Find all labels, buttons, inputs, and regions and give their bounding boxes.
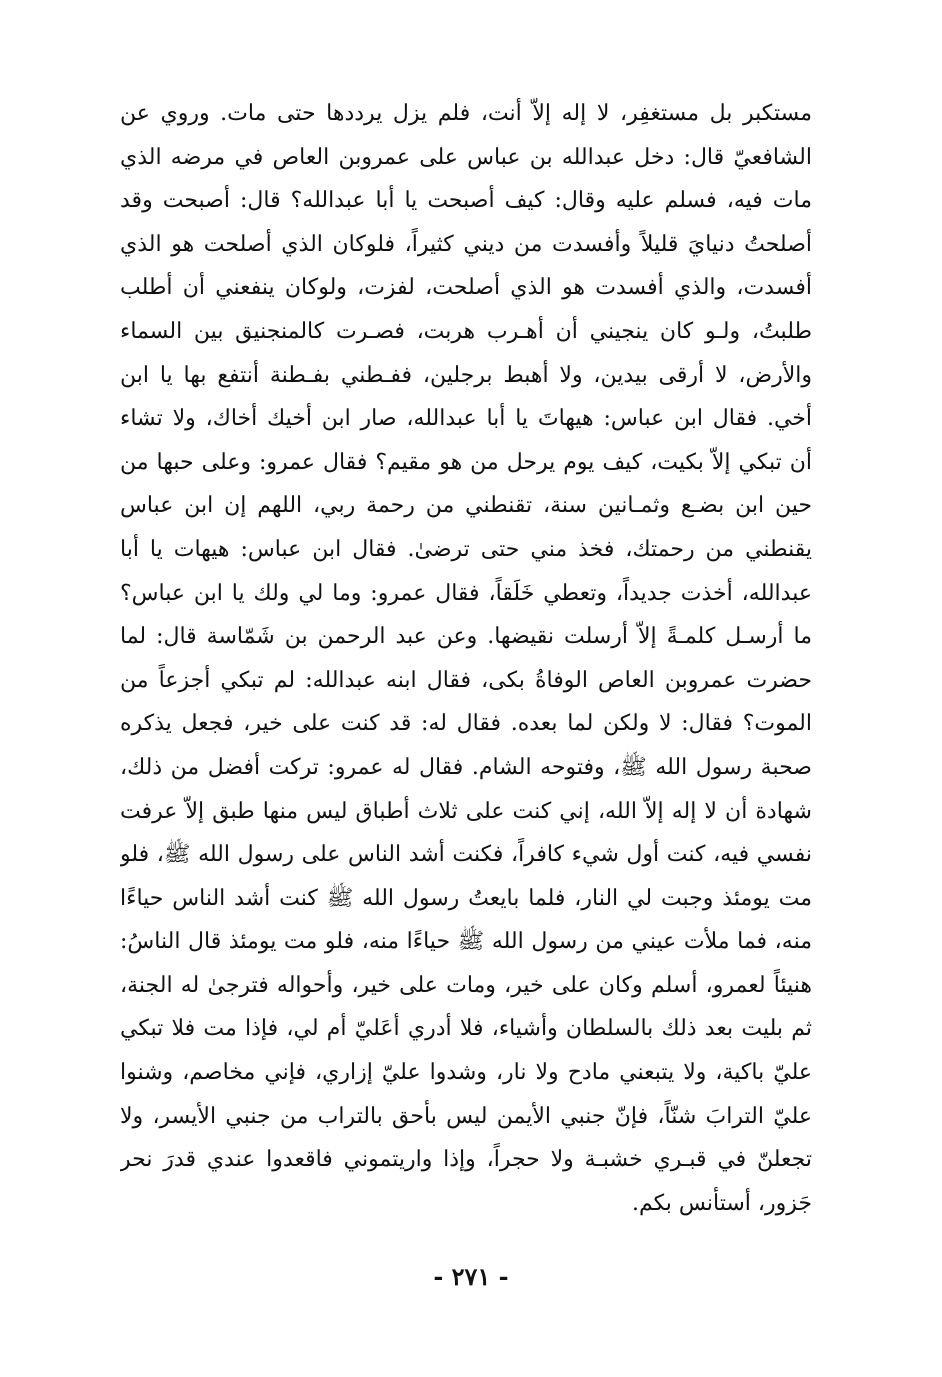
text-line: مت يومئذ وجبت لي النار، فلما بايعتُ رسول الله ﷺ كنت أشد الناس حياءًا xyxy=(120,885,812,911)
body-text xyxy=(120,92,812,1225)
text-line: والأرض، لا أرقى بيدين، ولا أهبط برجلين، ففـطني بفـطنة أنتفع بها يا ابن xyxy=(120,362,812,388)
text-line: أخي. فقال ابن عباس: هيهاتَ يا أبا عبدالله، صار ابن أخيك أخاك، ولا تشاء xyxy=(120,406,812,432)
text-line: طلبتُ، ولـو كان ينجيني أن أهـرب هربت، فصـرت كالمنجنيق بين السماء xyxy=(120,318,812,344)
text-line: شهادة أن لا إله إلاّ الله، إني كنت على ثلاث أطباق ليس منها طبق إلاّ عرفت xyxy=(120,798,812,824)
text-line: ما أرسـل كلمـةً إلاّ أرسلت نقيضها. وعن عبد الرحمن بن شَمّاسة قال: لما xyxy=(120,624,812,650)
text-line: حضرت عمروبن العاص الوفاةُ بكى، فقال ابنه عبدالله: لم تبكي أجزعاً من xyxy=(120,667,812,693)
text-line: الشافعيّ قال: دخل عبدالله بن عباس على عمروبن العاص في مرضه الذي xyxy=(120,144,812,170)
text-line: أصلحتُ دنيايَ قليلاً وأفسدت من ديني كثيراً، فلوكان الذي أصلحت هو الذي xyxy=(120,231,812,257)
text-line: صحبة رسول الله ﷺ، وفتوحه الشام. فقال له عمرو: تركت أفضل من ذلك، xyxy=(120,754,812,780)
text-line: عليّ باكية، ولا يتبعني مادح ولا نار، وشدوا عليّ إزاري، فإني مخاصم، وشنوا xyxy=(120,1060,812,1086)
text-line: ثم بليت بعد ذلك بالسلطان وأشياء، فلا أدري أعَليّ أم لي، فإذا مت فلا تبكي xyxy=(120,1016,812,1042)
text-line: أفسدت، والذي أفسدت هو الذي أصلحت، لفزت، ولوكان ينفعني أن أطلب xyxy=(120,275,812,301)
text-line: عليّ الترابَ شنّاً، فإنّ جنبي الأيمن ليس بأحق بالتراب من جنبي الأيسر، ولا xyxy=(120,1103,812,1129)
text-line: الموت؟ فقال: لا ولكن لما بعده. فقال له: قد كنت على خير، فجعل يذكره xyxy=(120,711,812,737)
text-line: حين ابن بضـع وثمـانين سنة، تقنطني من رحمة ربي، اللهم إن ابن عباس xyxy=(120,493,812,519)
text-line: مات فيه، فسلم عليه وقال: كيف أصبحت يا أبا عبدالله؟ قال: أصبحت وقد xyxy=(120,188,812,214)
text-line: تجعلنّ في قبـري خشبـة ولا حجراً، وإذا واريتموني فاقعدوا عندي قدرَ نحر xyxy=(120,1147,812,1173)
text-line: مستكبر بل مستغفِر، لا إله إلاّ أنت، فلم يزل يرددها حتى مات. وروي عن xyxy=(120,101,812,126)
text-line: نفسي فيه، كنت أول شيء كافراً، فكنت أشد الناس على رسول الله ﷺ، فلو xyxy=(120,842,812,868)
page-number: - ٢٧١ - xyxy=(433,1262,509,1291)
text-line: منه، فما ملأت عيني من رسول الله ﷺ حياءًا منه، فلو مت يومئذ قال الناسُ: xyxy=(120,929,812,955)
text-line-last: جَزور، أستأنس بكم. xyxy=(631,1190,812,1216)
text-line: عبدالله، أخذت جديداً، وتعطي خَلَقاً، فقال عمرو: وما لي ولك يا ابن عباس؟ xyxy=(120,580,812,606)
text-line: يقنطني من رحمتك، فخذ مني حتى ترضىٰ. فقال ابن عباس: هيهات يا أبا xyxy=(120,536,812,562)
text-line: هنيئاً لعمرو، أسلم وكان على خير، ومات على خير، وأحواله فترجىٰ له الجنة، xyxy=(120,972,812,998)
text-line: أن تبكي إلاّ بكيت، كيف يوم يرحل من هو مقيم؟ فقال عمرو: وعلى حبها من xyxy=(120,449,812,475)
